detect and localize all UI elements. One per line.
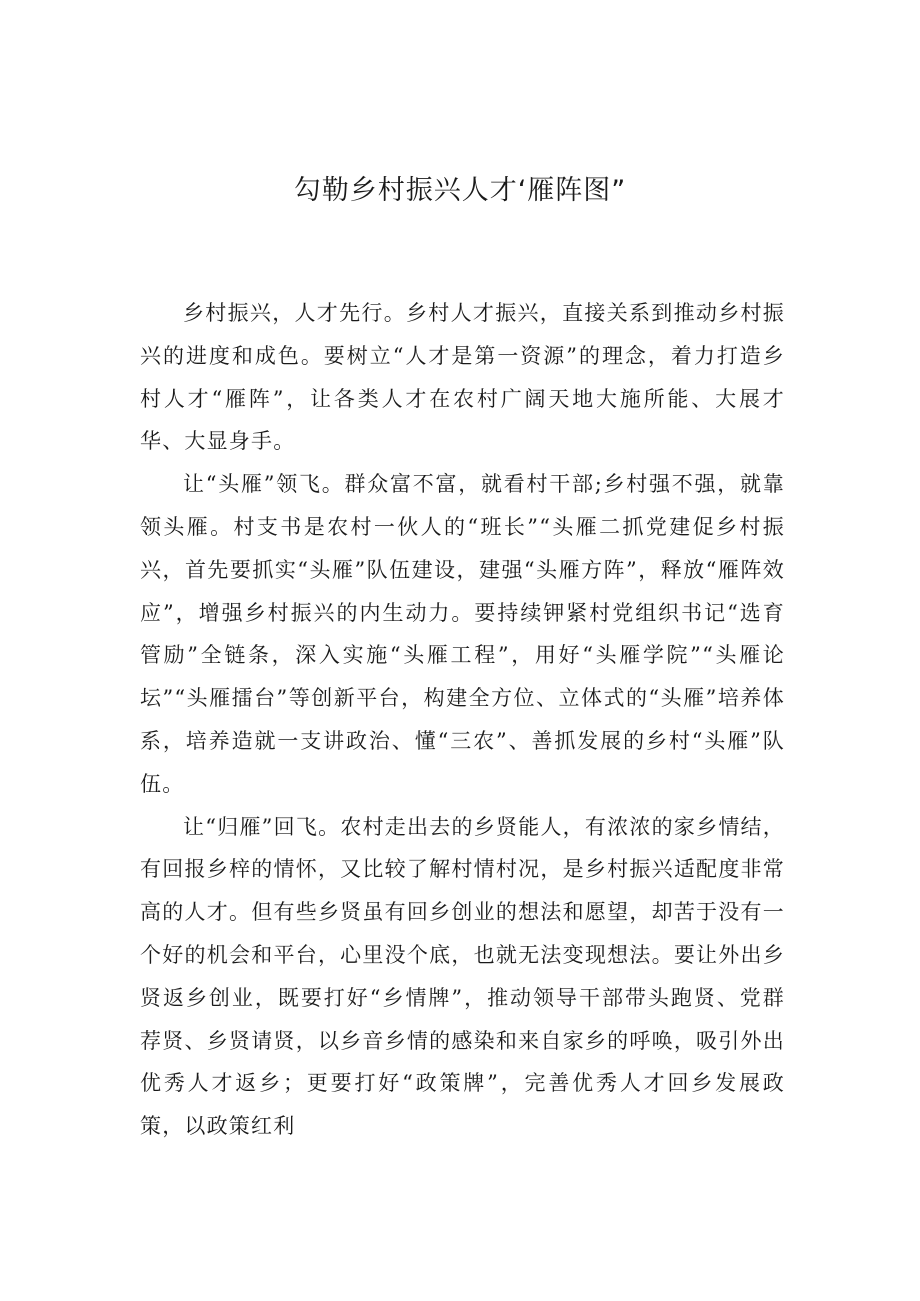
- document-title: 勾勒乡村振兴人才‘雁阵图”: [293, 175, 627, 206]
- paragraph-1: 乡村振兴，人才先行。乡村人才振兴，直接关系到推动乡村振兴的进度和成色。要树立“人才是第一资源”的理念，着力打造乡村人才“雁阵”，让各类人才在农村广阔天地大施所能、大展才华、大显身手。: [140, 301, 785, 454]
- paragraph-2: 让“头雁”领飞。群众富不富，就看村干部;乡村强不强，就靠领头雁。村支书是农村一伙人的“班长”“头雁二抓党建促乡村振兴，首先要抓实“头雁”队伍建设，建强“头雁方阵”，释放“雁阵效应”，增强乡村振兴的内生动力。要持续钾紧村党组织书记“选育管励”全链条，深入实施“头雁工程”，用好“头雁学院”“头雁论坛”“头雁擂台”等创新平台，构建全方位、立体式的“头雁”培养体系，培养造就一支讲政治、懂“三农”、善抓发展的乡村“头雁”队伍。: [140, 472, 785, 796]
- document-body: [140, 292, 785, 1148]
- paragraph-3: 让“归雁”回飞。农村走出去的乡贤能人，有浓浓的家乡情结，有回报乡梓的情怀，又比较了解村情村况，是乡村振兴适配度非常高的人才。但有些乡贤虽有回乡创业的想法和愿望，却苦于没有一个好的机会和平台，心里没个底，也就无法变现想法。要让外出乡贤返乡创业，既要打好“乡情牌”，推动领导干部带头跑贤、党群荐贤、乡贤请贤，以乡音乡情的感染和来自家乡的呼唤，吸引外出优秀人才返乡；更要打好“政策牌”，完善优秀人才回乡发展政策，以政策红利: [140, 814, 785, 1139]
